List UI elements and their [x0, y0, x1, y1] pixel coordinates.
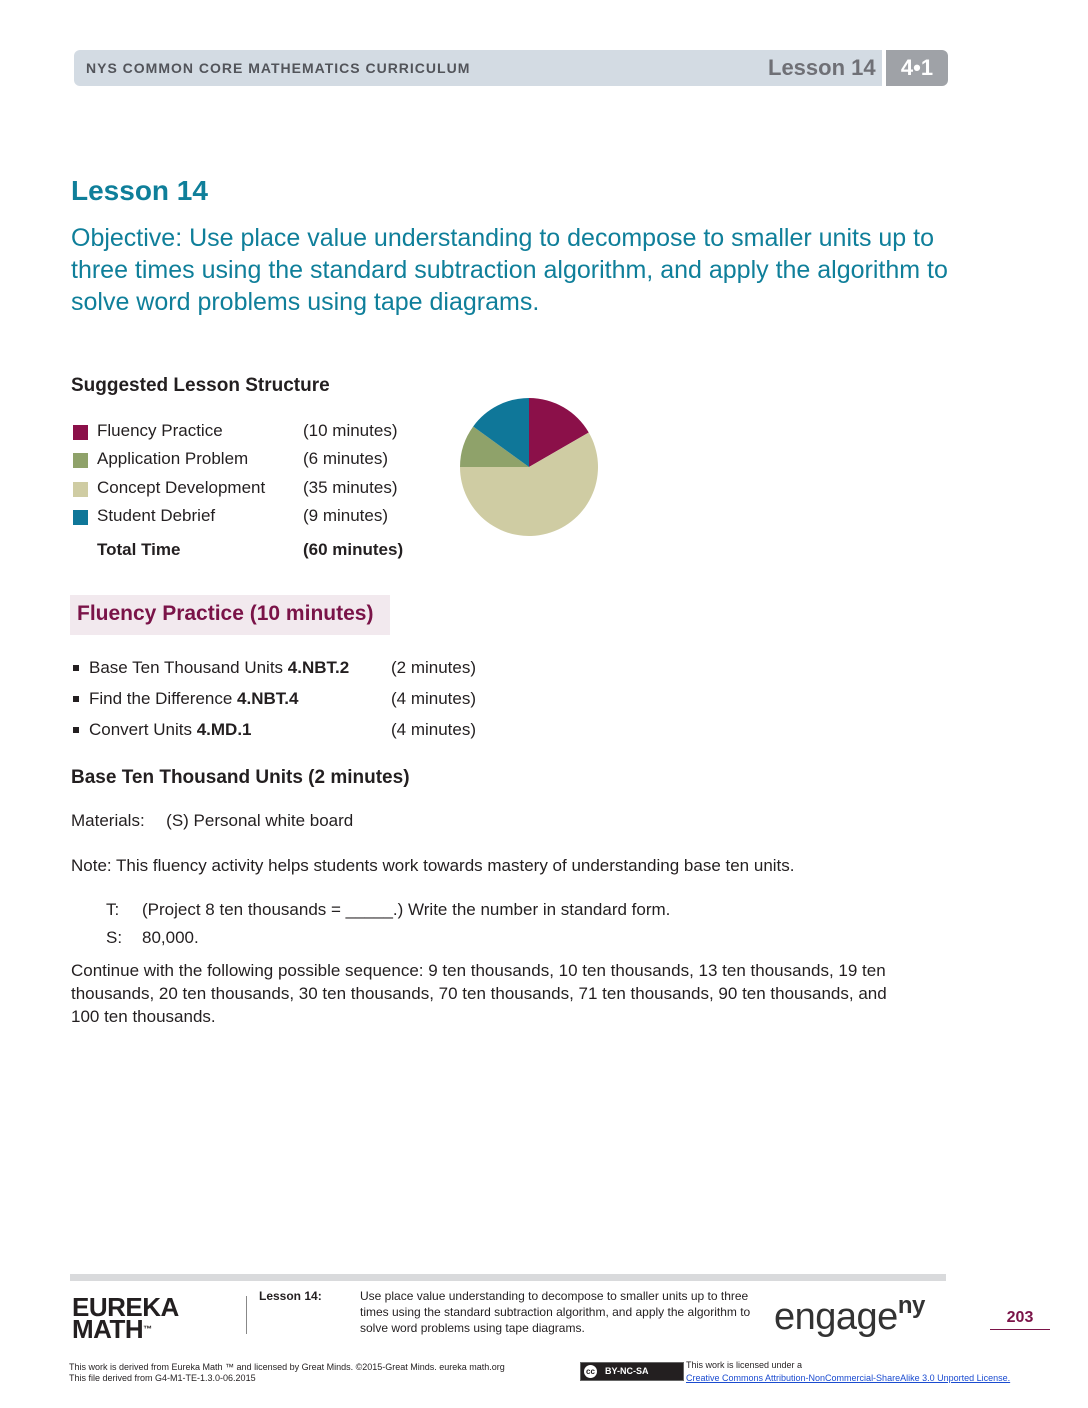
fluency-item-time: (4 minutes): [391, 720, 477, 739]
cc-badge-text: BY-NC-SA: [605, 1366, 649, 1376]
trademark-mark: ™: [143, 1324, 152, 1334]
legal-line-2: This file derived from G4-M1-TE-1.3.0-06.2015: [69, 1373, 256, 1383]
fluency-item-label: Find the Difference: [89, 689, 238, 708]
legend-swatch: [73, 453, 88, 468]
standard-code: 4.NBT.2: [287, 658, 350, 677]
standard-code: 4.MD.1: [196, 720, 252, 739]
total-time: (60 minutes): [303, 540, 404, 559]
activity-heading: Base Ten Thousand Units (2 minutes): [71, 767, 410, 788]
dialogue-speaker: S:: [106, 928, 123, 947]
legend-label: Concept Development: [97, 478, 266, 497]
dialogue-speaker: T:: [106, 900, 120, 919]
legend-label: Fluency Practice: [97, 421, 223, 440]
materials-line: [71, 809, 353, 832]
lesson-objective: Objective: Use place value understanding to decompose to smaller units up to three times using the standard subtraction algorithm, and apply the algorithm to solve word problems using tape diagrams.: [71, 224, 948, 316]
license-intro: This work is licensed under a: [686, 1360, 803, 1370]
legend-swatch: [73, 425, 88, 440]
legend-time: (9 minutes): [303, 506, 389, 525]
legend-swatch: [73, 510, 88, 525]
page-number: 203: [990, 1309, 1050, 1330]
total-label: Total Time: [97, 540, 181, 559]
legend-label: Application Problem: [97, 449, 249, 468]
bullet-icon: [73, 727, 79, 733]
fluency-item-time: (2 minutes): [391, 658, 477, 677]
legend-time: (6 minutes): [303, 449, 389, 468]
ny-word: ny: [897, 1292, 925, 1319]
standard-code: 4.NBT.4: [237, 689, 299, 708]
continue-paragraph: Continue with the following possible sequence: 9 ten thousands, 10 ten thousands, 13 ten thousands, 19 ten thousands, 20 ten thousands, 30 ten thousands, 70 ten thousands, 71 ten thousands, 90 ten thousands, and 100 ten thousands.: [71, 961, 887, 1026]
logo-line-1: EUREKA: [72, 1292, 179, 1322]
footer-lesson-label: Lesson 14:: [259, 1289, 322, 1303]
legend-time: (35 minutes): [303, 478, 398, 497]
creative-commons-icon: cc: [584, 1365, 597, 1378]
fluency-heading: Fluency Practice (10 minutes): [77, 602, 374, 625]
module-badge: 4•1: [886, 50, 948, 86]
legal-notice: [69, 1362, 505, 1384]
cc-license-badge[interactable]: [580, 1362, 684, 1381]
footer-objective: Use place value understanding to decompose to smaller units up to three times using the standard subtraction algorithm, and apply the algorithm to solve word problems using tape diagrams.: [360, 1289, 751, 1335]
eureka-math-logo: [72, 1292, 179, 1344]
legend-swatch: [73, 482, 88, 497]
structure-heading: Suggested Lesson Structure: [71, 375, 330, 396]
materials-label: Materials:: [71, 811, 145, 830]
legend-label: Student Debrief: [97, 506, 216, 525]
engage-word: engage: [774, 1296, 898, 1338]
dialogue-text: (Project 8 ten thousands = _____.) Write the number in standard form.: [142, 900, 671, 919]
note-text: Note: This fluency activity helps students work towards mastery of understanding base ten units.: [71, 856, 795, 875]
bullet-icon: [73, 696, 79, 702]
engageny-logo: [774, 1292, 925, 1339]
fluency-item-label: Convert Units: [89, 720, 197, 739]
license-link[interactable]: Creative Commons Attribution-NonCommercial-ShareAlike 3.0 Unported License.: [686, 1373, 1011, 1383]
header-lesson: Lesson 14: [768, 55, 876, 80]
bullet-icon: [73, 665, 79, 671]
lesson-structure-pie-chart: [458, 396, 600, 538]
lesson-title: Lesson 14: [71, 175, 208, 206]
materials-text: (S) Personal white board: [166, 811, 354, 830]
footer-divider: [246, 1296, 247, 1334]
fluency-item-label: Base Ten Thousand Units: [89, 658, 288, 677]
dialogue-text: 80,000.: [142, 928, 199, 947]
footer-rule: [70, 1274, 946, 1281]
fluency-item-time: (4 minutes): [391, 689, 477, 708]
curriculum-title: NYS COMMON CORE MATHEMATICS CURRICULUM: [86, 60, 471, 76]
legal-line-1: This work is derived from Eureka Math ™ and licensed by Great Minds. ©2015-Great Minds. eureka math.org: [69, 1362, 505, 1372]
legend-time: (10 minutes): [303, 421, 398, 440]
logo-line-2: MATH: [72, 1314, 144, 1344]
